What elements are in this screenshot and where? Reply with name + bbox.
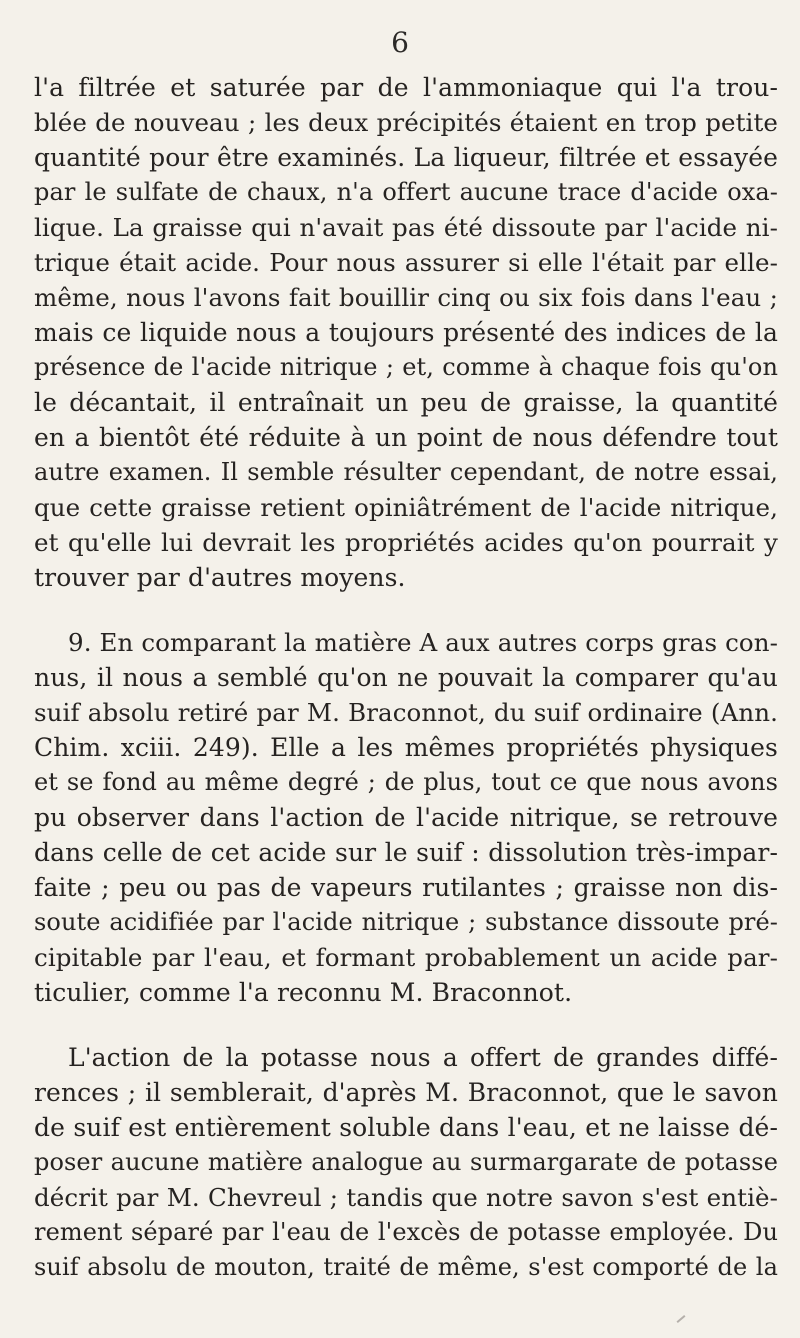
text-line: décrit par M. Chevreul ; tandis que notre savon s'est entiè- xyxy=(34,1183,778,1212)
text-line: trique était acide. Pour nous assurer si elle l'était par elle- xyxy=(34,248,778,277)
text-line: et se fond au même degré ; de plus, tout ce que nous avons xyxy=(34,768,778,796)
paragraph-gap xyxy=(34,595,778,625)
ink-mark xyxy=(677,1315,686,1323)
text-line: suif absolu de mouton, traité de même, s'est comporté de la xyxy=(34,1253,778,1281)
text-line: nus, il nous a semblé qu'on ne pouvait la comparer qu'au xyxy=(34,663,778,692)
text-line: quantité pour être examinés. La liqueur, filtrée et essayée xyxy=(34,143,778,172)
text-line: L'action de la potasse nous a offert de grandes diffé- xyxy=(68,1043,778,1072)
text-line: trouver par d'autres moyens. xyxy=(34,563,406,592)
page-number: 6 xyxy=(391,26,409,59)
body-text xyxy=(34,70,778,1285)
text-line: mais ce liquide nous a toujours présenté des indices de la xyxy=(34,318,778,347)
text-line: présence de l'acide nitrique ; et, comme à chaque fois qu'on xyxy=(34,353,778,381)
text-line: 9. En comparant la matière A aux autres corps gras con- xyxy=(68,628,778,657)
paragraph-1 xyxy=(34,70,778,595)
text-line: le décantait, il entraînait un peu de graisse, la quantité xyxy=(34,388,778,417)
text-line: lique. La graisse qui n'avait pas été dissoute par l'acide ni- xyxy=(34,213,778,242)
text-line: de suif est entièrement soluble dans l'eau, et ne laisse dé- xyxy=(34,1113,778,1142)
text-line: pu observer dans l'action de l'acide nitrique, se retrouve xyxy=(34,803,778,832)
text-line: et qu'elle lui devrait les propriétés acides qu'on pourrait y xyxy=(34,528,778,557)
text-line: Chim. xciii. 249). Elle a les mêmes propriétés physiques xyxy=(34,733,778,762)
text-line: rement séparé par l'eau de l'excès de potasse employée. Du xyxy=(34,1218,778,1246)
text-line: autre examen. Il semble résulter cependant, de notre essai, xyxy=(34,458,778,486)
text-line: cipitable par l'eau, et formant probablement un acide par- xyxy=(34,943,778,972)
text-line: ticulier, comme l'a reconnu M. Braconnot. xyxy=(34,978,573,1007)
text-line: suif absolu retiré par M. Braconnot, du suif ordinaire (Ann. xyxy=(34,698,778,727)
text-line: que cette graisse retient opiniâtrément de l'acide nitrique, xyxy=(34,493,778,522)
text-line: soute acidifiée par l'acide nitrique ; substance dissoute pré- xyxy=(34,908,778,936)
text-line: en a bientôt été réduite à un point de nous défendre tout xyxy=(34,423,778,452)
text-line: rences ; il semblerait, d'après M. Braconnot, que le savon xyxy=(34,1078,778,1107)
text-line: l'a filtrée et saturée par de l'ammoniaque qui l'a trou- xyxy=(34,73,778,102)
text-line: poser aucune matière analogue au surmargarate de potasse xyxy=(34,1148,778,1176)
text-line: même, nous l'avons fait bouillir cinq ou six fois dans l'eau ; xyxy=(34,283,778,312)
text-line: blée de nouveau ; les deux précipités étaient en trop petite xyxy=(34,108,778,137)
paragraph-3 xyxy=(34,1040,778,1285)
text-line: dans celle de cet acide sur le suif : dissolution très-impar- xyxy=(34,838,778,867)
paragraph-2 xyxy=(34,625,778,1010)
text-line: par le sulfate de chaux, n'a offert aucune trace d'acide oxa- xyxy=(34,178,778,206)
text-line: faite ; peu ou pas de vapeurs rutilantes ; graisse non dis- xyxy=(34,873,778,902)
paragraph-gap xyxy=(34,1010,778,1040)
